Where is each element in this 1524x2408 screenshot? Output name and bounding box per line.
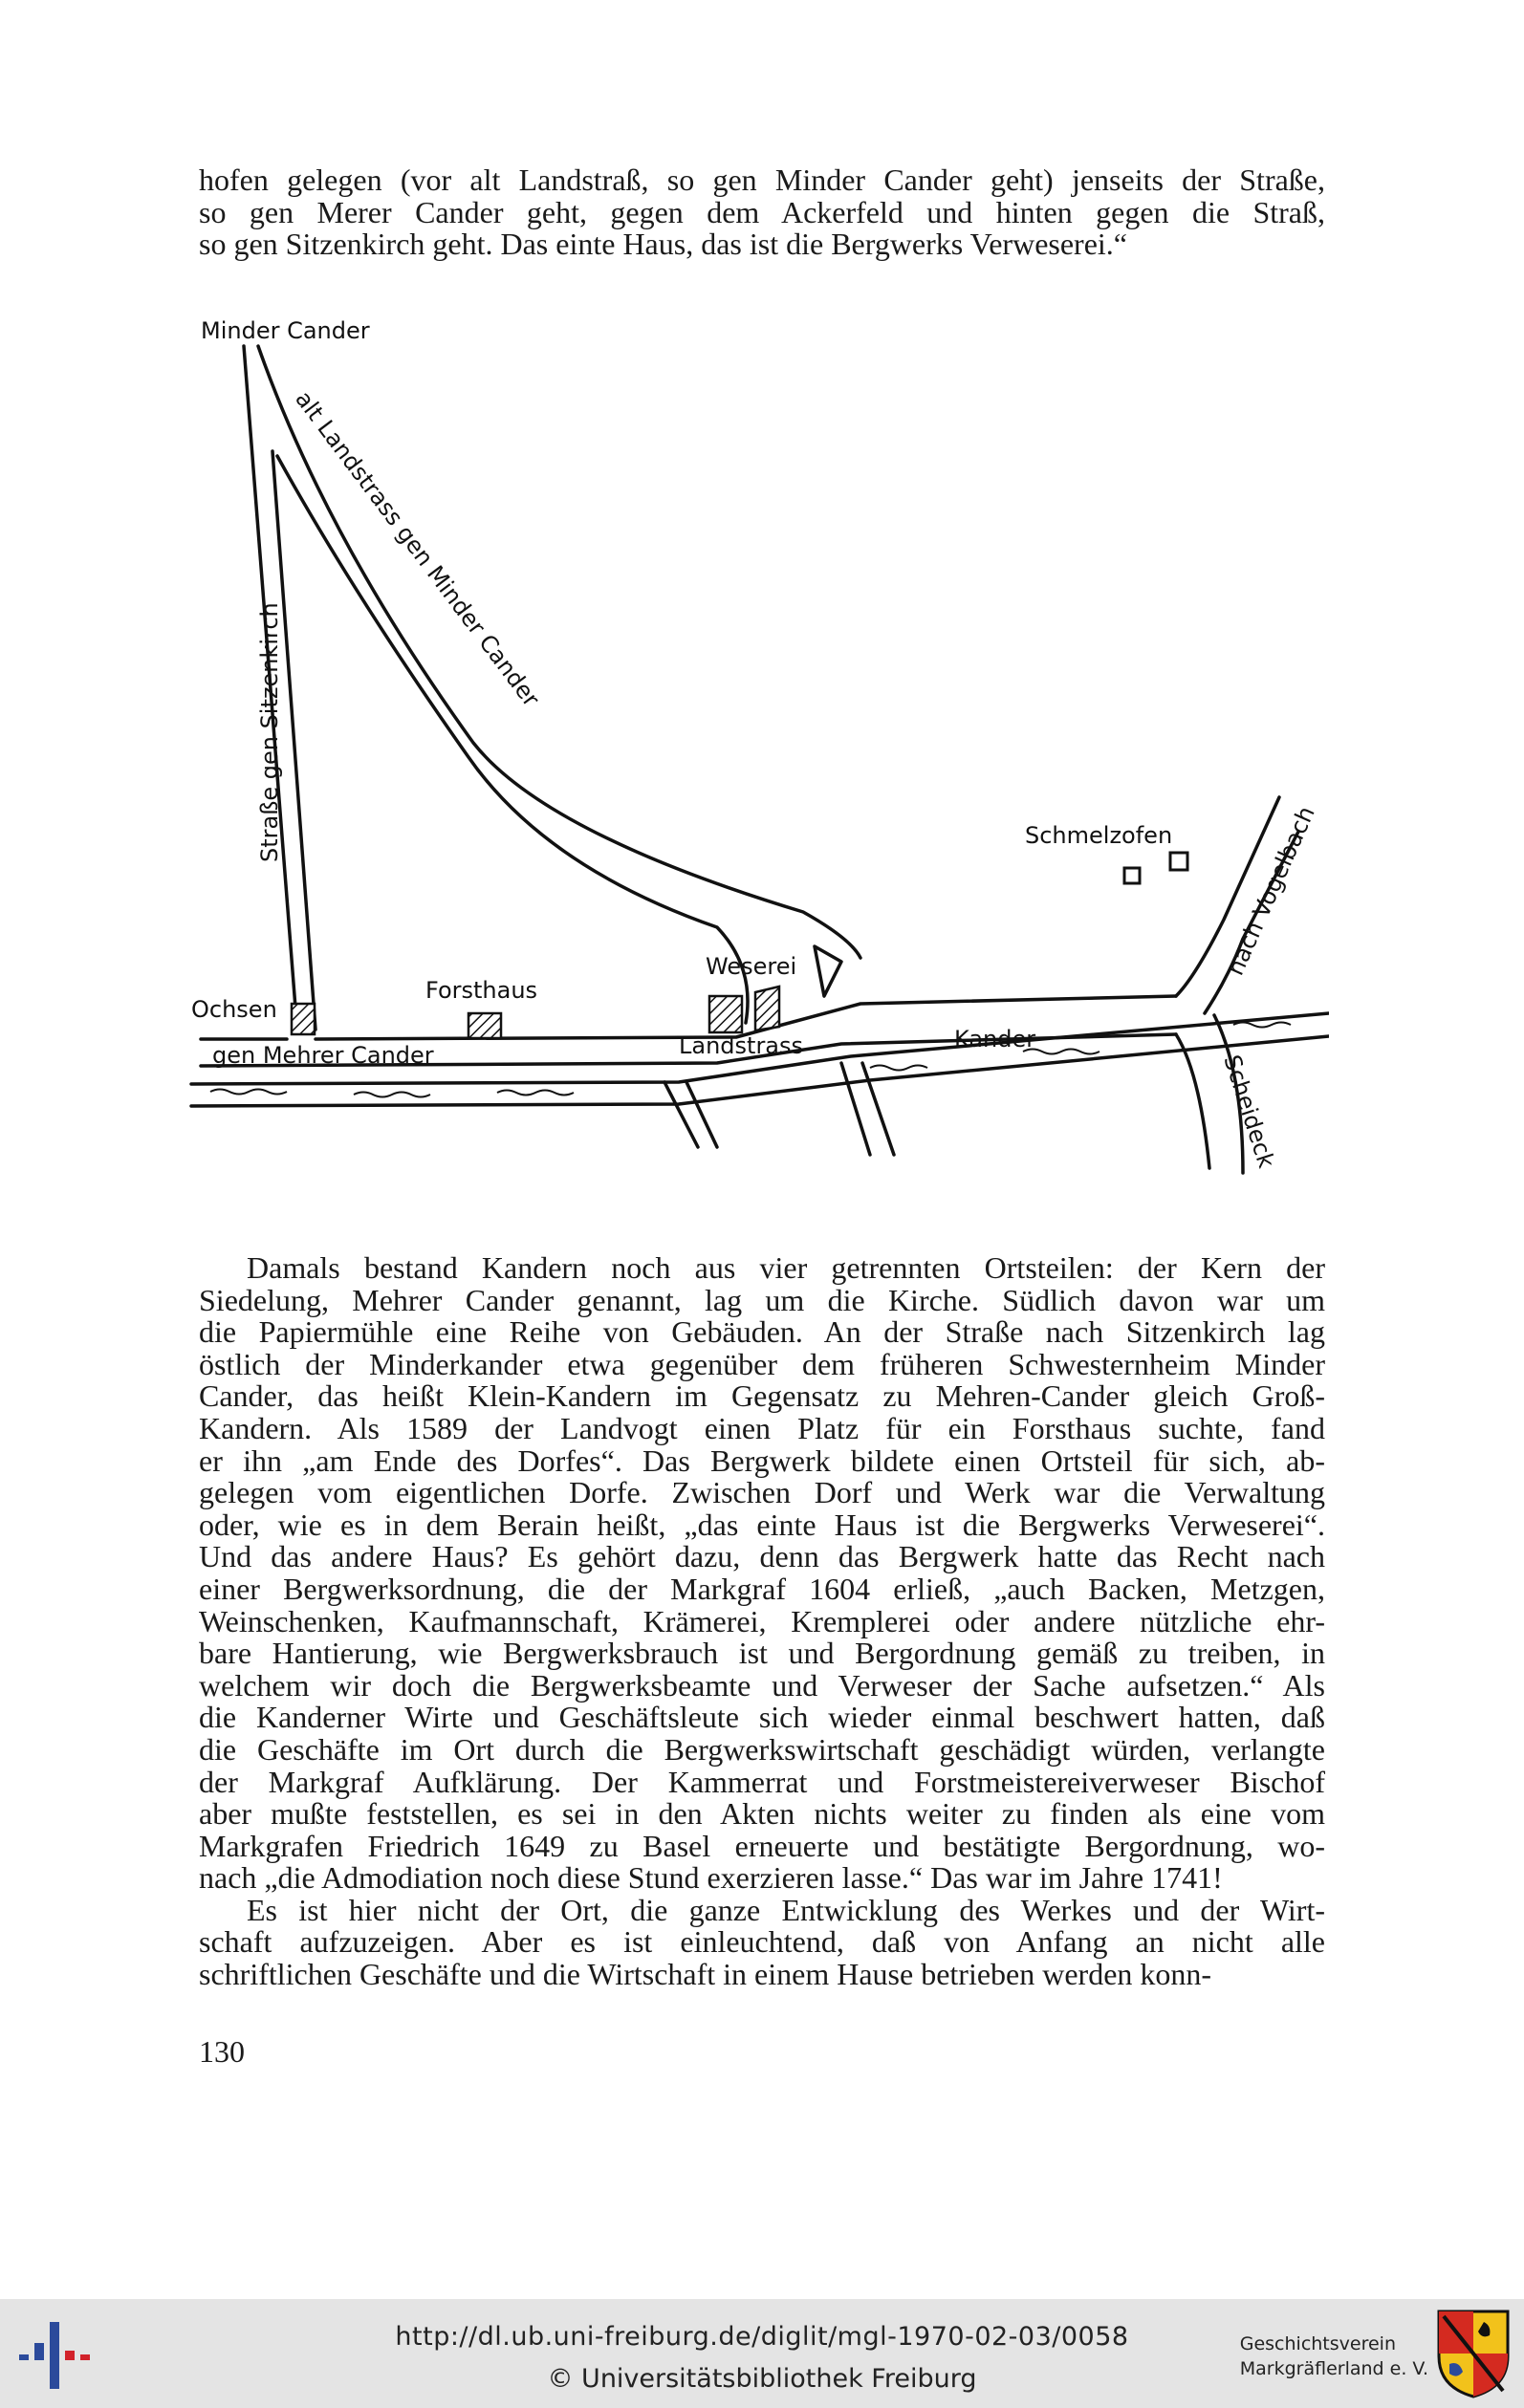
text-line: Kandern. Als 1589 der Landvogt einen Platz für ein Forsthaus suchte, fand [199, 1410, 1325, 1445]
text-line: welchem wir doch die Bergwerksbeamte und Verweser der Sache aufsetzen.“ Als [199, 1667, 1325, 1703]
road-island [815, 946, 841, 996]
label-alt-landstrass: alt Landstrass gen Minder Cander [290, 385, 545, 712]
road-scheideck-west [1176, 1034, 1209, 1168]
body-text [199, 1252, 1325, 1991]
org-line: Markgräflerland e. V. [1239, 2358, 1428, 2379]
document-url-link[interactable]: http://dl.ub.uni-freiburg.de/diglit/mgl-1970-02-03/0058 [395, 2322, 1129, 2352]
text-line: schaft aufzuzeigen. Aber es ist einleuchtend, daß von Anfang an nicht alle [199, 1924, 1325, 1960]
org-line: Geschichtsverein [1239, 2333, 1396, 2354]
copyright-text: © Universitätsbibliothek Freiburg [547, 2364, 977, 2394]
text-line: aber mußte feststellen, es sei in den Akten nichts weiter zu finden als eine vom [199, 1796, 1325, 1832]
label-kander: Kander [954, 1026, 1036, 1052]
label-weserei: Weserei [706, 953, 797, 980]
intro-quote [199, 164, 1325, 261]
text-line: gelegen vom eigentlichen Dorfe. Zwischen Dorf und Werk war die Verwaltung [199, 1475, 1325, 1510]
text-line: bare Hantierung, wie Bergwerksbrauch ist und Bergordnung gemäß zu treiben, in [199, 1636, 1325, 1671]
text-line: einer Bergwerksordnung, die der Markgraf 1604 erließ, „auch Backen, Metzgen, [199, 1571, 1325, 1606]
road-alt-landstrass-inner [277, 456, 748, 1023]
text-line: östlich der Minderkander etwa gegenüber dem früheren Schwesternheim Minder [199, 1346, 1325, 1381]
text-line: Cander, das heißt Klein-Kandern im Gegensatz zu Mehren-Cander gleich Groß- [199, 1378, 1325, 1414]
text-line: die Kanderner Wirte und Geschäftsleute sich wieder einmal beschwert hatten, daß [199, 1700, 1325, 1735]
building-schmelzofen-1 [1170, 853, 1187, 870]
text-line: Damals bestand Kandern noch aus vier getrennten Ortsteilen: der Kern der [247, 1250, 1325, 1285]
building-weserei-1 [709, 996, 742, 1032]
text-line: so gen Sitzenkirch geht. Das einte Haus, das ist die Bergwerks Verweserei.“ [199, 227, 1127, 262]
text-line: der Markgraf Aufklärung. Der Kammerrat und Forstmeistereiverweser Bischof [199, 1764, 1325, 1799]
text-line: er ihn „am Ende des Dorfes“. Das Bergwerk bildete einen Ortsteil für sich, ab- [199, 1443, 1325, 1478]
text-line: die Papiermühle eine Reihe von Gebäuden. An der Straße nach Sitzenkirch lag [199, 1314, 1325, 1350]
text-line: Weinschenken, Kaufmannschaft, Krämerei, Kremplerei oder andere nützliche ehr- [199, 1603, 1325, 1638]
building-ochsen [292, 1004, 315, 1034]
text-line: Markgrafen Friedrich 1649 zu Basel erneuerte und bestätigte Bergordnung, wo- [199, 1828, 1325, 1863]
text-line: Und das andere Haus? Es gehört dazu, denn das Bergwerk hatte das Recht nach [199, 1539, 1325, 1574]
label-strasse-sitzenkirch: Straße gen Sitzenkirch [256, 602, 283, 862]
label-nach-vogelbach: nach Vogelbach [1221, 802, 1320, 980]
coat-of-arms-icon[interactable] [1436, 2309, 1511, 2398]
label-forsthaus: Forsthaus [425, 977, 538, 1004]
village-map [182, 308, 1329, 1216]
text-line: schriftlichen Geschäfte und die Wirtschaft in einem Hause betrieben werden konn- [199, 1957, 1212, 1992]
road-south-1a [664, 1082, 698, 1147]
text-line: so gen Merer Cander geht, gegen dem Ackerfeld und hinten gegen die Straß, [199, 194, 1325, 229]
building-schmelzofen-2 [1124, 868, 1140, 883]
building-forsthaus [468, 1013, 501, 1038]
label-gen-mehrer-cander: gen Mehrer Cander [212, 1042, 434, 1069]
label-scheideck: Scheideck [1218, 1052, 1280, 1172]
label-minder-cander: Minder Cander [201, 317, 370, 344]
label-schmelzofen: Schmelzofen [1025, 822, 1173, 849]
org-name[interactable] [1240, 2332, 1428, 2381]
label-landstrass: Landstrass [679, 1032, 804, 1059]
text-line: Siedelung, Mehrer Cander genannt, lag um die Kirche. Südlich davon war um [199, 1282, 1325, 1317]
label-ochsen: Ochsen [191, 996, 277, 1023]
page-number: 130 [199, 2034, 245, 2069]
text-line: die Geschäfte im Ort durch die Bergwerkswirtschaft geschädigt würden, verlangte [199, 1731, 1325, 1767]
viewer-footer [0, 2299, 1524, 2408]
text-line: oder, wie es in dem Berain heißt, „das einte Haus ist die Bergwerks Verweserei“. [199, 1507, 1325, 1542]
text-line: nach „die Admodiation noch diese Stund exerzieren lasse.“ Das war im Jahre 1741! [199, 1860, 1223, 1896]
text-line: hofen gelegen (vor alt Landstraß, so gen Minder Cander geht) jenseits der Straße, [199, 163, 1325, 197]
building-weserei-2 [755, 987, 779, 1030]
text-line: Es ist hier nicht der Ort, die ganze Entwicklung des Werkes und der Wirt- [247, 1892, 1325, 1927]
